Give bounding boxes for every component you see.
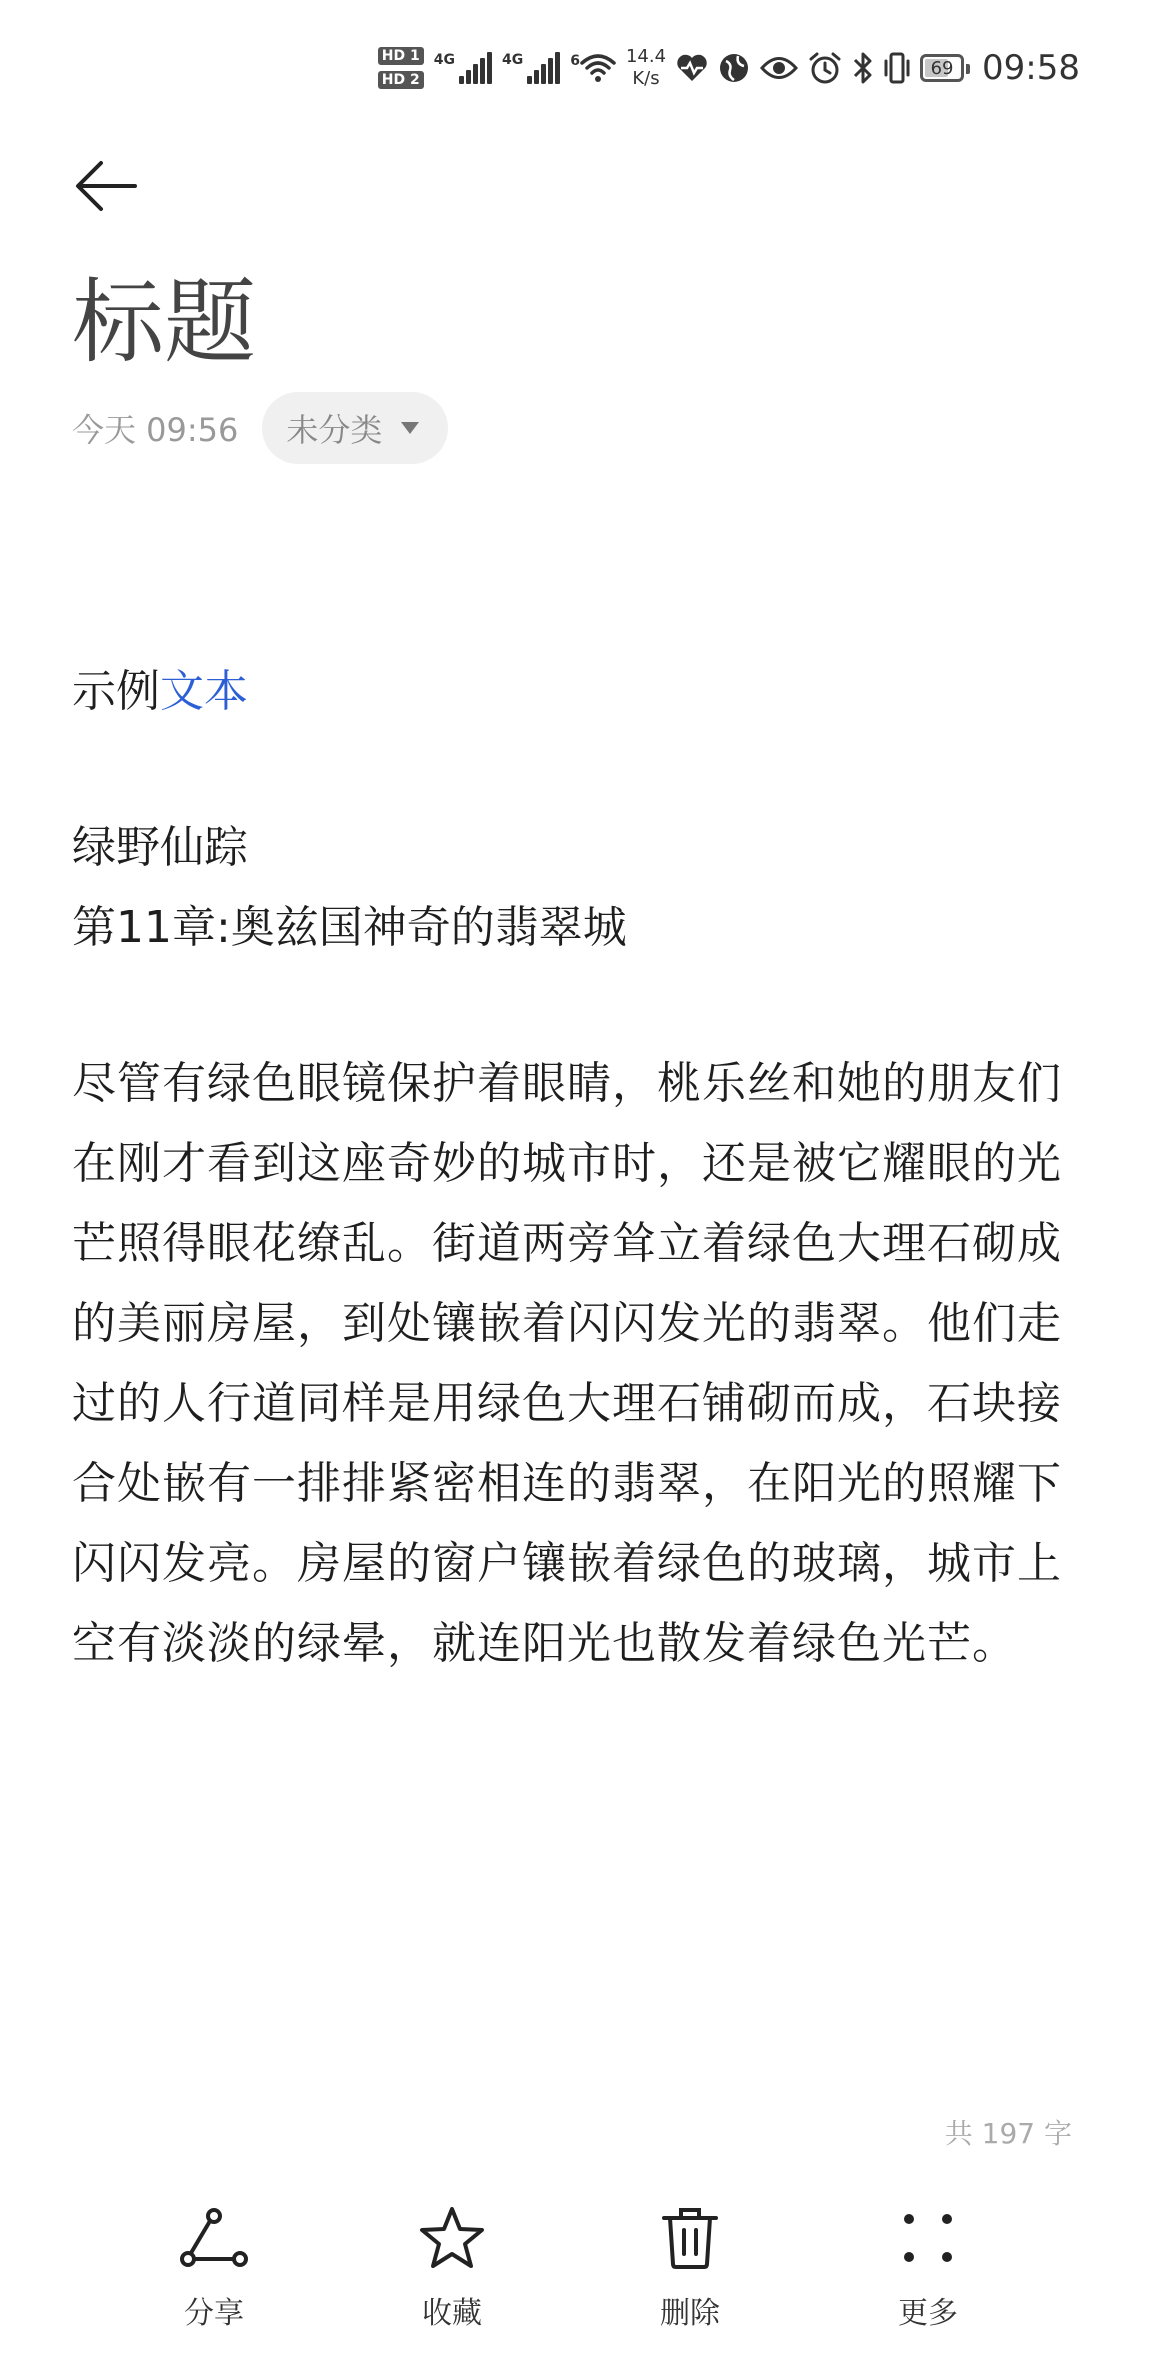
category-label: 未分类: [286, 411, 383, 449]
wifi-icon: [570, 53, 616, 83]
speed-unit: K/s: [632, 68, 660, 89]
globe-icon: [718, 52, 750, 84]
battery-icon: [920, 54, 964, 82]
more-button[interactable]: [848, 2176, 1008, 2332]
battery-level: 69: [930, 57, 954, 79]
network-speed: [626, 46, 666, 90]
dropdown-triangle-icon: [400, 421, 420, 435]
more-label: 更多: [898, 2296, 958, 2331]
alarm-icon: [808, 51, 842, 85]
star-icon: [419, 2206, 485, 2270]
book-heading[interactable]: [72, 808, 1082, 968]
speed-value: 14.4: [625, 46, 667, 67]
sim-indicators: [378, 47, 424, 89]
note-date: 今天 09:56: [72, 411, 239, 449]
back-button[interactable]: [70, 150, 142, 222]
delete-button[interactable]: [610, 2176, 770, 2332]
word-count: 共 197 字: [944, 2117, 1072, 2150]
category-selector[interactable]: [262, 392, 448, 464]
bluetooth-icon: [852, 51, 874, 85]
page-title[interactable]: 标题: [72, 269, 257, 376]
network1-label: 4G: [433, 52, 455, 68]
favorite-label: 收藏: [422, 2296, 482, 2331]
signal-2-icon: [502, 52, 560, 84]
sim2-badge: HD 2: [378, 71, 424, 89]
heart-rate-icon: [676, 53, 708, 83]
share-label: 分享: [184, 2296, 244, 2331]
back-arrow-icon: [75, 160, 137, 212]
delete-label: 删除: [660, 2296, 720, 2331]
status-time: 09:58: [982, 48, 1080, 88]
share-button[interactable]: [134, 2176, 294, 2332]
bottom-toolbar: [0, 2176, 1152, 2376]
note-body-paragraph[interactable]: 尽管有绿色眼镜保护着眼睛，桃乐丝和她的朋友们在刚才看到这座奇妙的城市时，还是被它耀眼的光芒照得眼花缭乱。街道两旁耸立着绿色大理石砌成的美丽房屋，到处镶嵌着闪闪发光的翡翠。他们走过的人行道同样是用绿色大理石铺砌而成，石块接合处嵌有一排排紧密相连的翡翠，在阳光的照耀下闪闪发亮。房屋的窗户镶嵌着绿色的玻璃，城市上空有淡淡的绿晕，就连阳光也散发着绿色光芒。: [72, 1058, 1062, 1669]
sample-link[interactable]: 文本: [160, 666, 248, 717]
vibrate-icon: [884, 51, 910, 85]
signal-1-icon: [434, 52, 492, 84]
eye-icon: [760, 55, 798, 81]
book-title: 绿野仙踪: [72, 822, 248, 873]
favorite-button[interactable]: [372, 2176, 532, 2332]
chapter-title: 第11章:奥兹国神奇的翡翠城: [72, 902, 627, 953]
share-icon: [179, 2207, 249, 2269]
network2-label: 4G: [501, 52, 524, 68]
note-meta: [72, 392, 448, 464]
sim1-badge: HD 1: [378, 47, 424, 65]
sample-line[interactable]: [72, 652, 1082, 732]
trash-icon: [661, 2206, 719, 2270]
sample-prefix: 示例: [72, 666, 160, 717]
status-bar: [378, 28, 1080, 108]
more-dots-icon: [903, 2213, 953, 2263]
wifi-tag: 6: [570, 53, 580, 69]
